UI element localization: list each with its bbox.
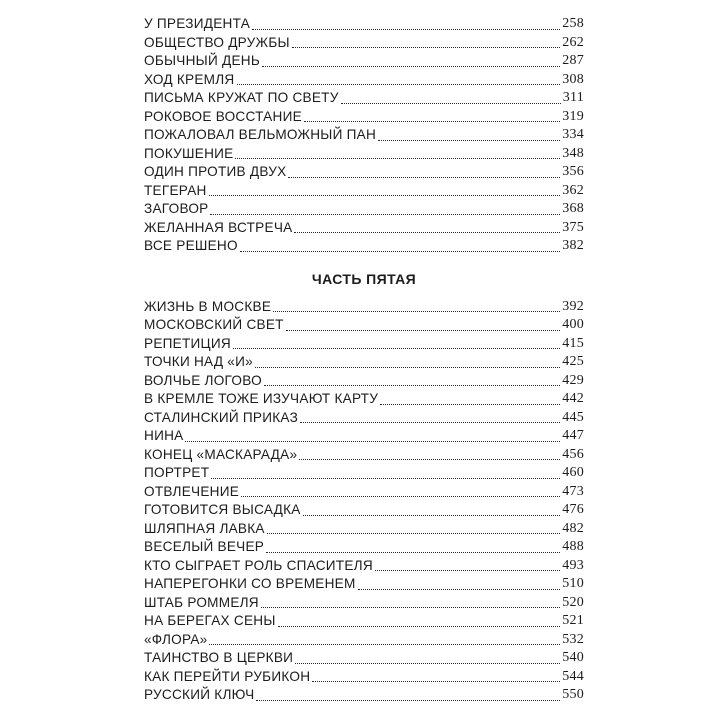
dot-leader (304, 121, 560, 122)
toc-entry (144, 390, 584, 409)
dot-leader (299, 459, 560, 460)
toc-entry (144, 335, 584, 354)
toc-entry (144, 353, 584, 372)
toc-entry (144, 409, 584, 428)
dot-leader (255, 367, 560, 368)
toc-entry (144, 427, 584, 446)
dot-leader (209, 195, 561, 196)
toc-entry-title: ЗАГОВОР (144, 201, 209, 216)
toc-entry-title: РУССКИЙ КЛЮЧ (144, 687, 255, 702)
toc-entry-title: ОТВЛЕЧЕНИЕ (144, 483, 240, 499)
toc-entry-title: В КРЕМЛЕ ТОЖЕ ИЗУЧАЮТ КАРТУ (144, 391, 379, 406)
dot-leader (241, 496, 560, 497)
dot-leader (358, 589, 561, 590)
toc-entry (144, 316, 584, 335)
toc-entry-page-number: 392 (562, 298, 584, 314)
toc-entry-page-number: 382 (562, 238, 584, 253)
dot-leader (252, 29, 560, 30)
toc-entry-title: ЖЕЛАННАЯ ВСТРЕЧА (144, 219, 293, 235)
dot-leader (300, 422, 560, 423)
toc-entry (144, 668, 584, 687)
toc-entry (144, 182, 584, 201)
dot-leader (303, 515, 561, 516)
toc-entry-title: РЕПЕТИЦИЯ (144, 335, 231, 351)
dot-leader (240, 251, 560, 252)
dot-leader (273, 311, 560, 312)
toc-entry-title: ХОД КРЕМЛЯ (144, 71, 235, 87)
toc-entry-title: РОКОВОЕ ВОССТАНИЕ (144, 108, 302, 124)
toc-section-bottom (144, 298, 584, 705)
toc-entry-title: ВСЕ РЕШЕНО (144, 238, 238, 253)
toc-entry (144, 145, 584, 164)
dot-leader (209, 644, 560, 645)
toc-entry-page-number: 493 (562, 557, 584, 573)
toc-entry (144, 520, 584, 539)
toc-entry-title: «ФЛОРА» (144, 631, 208, 647)
toc-entry-title: ПОРТРЕТ (144, 465, 210, 480)
dot-leader (288, 177, 560, 178)
toc-entry-page-number: 482 (562, 520, 584, 536)
toc-entry (144, 89, 584, 108)
toc-entry-page-number: 362 (562, 182, 584, 198)
dot-leader (211, 478, 560, 479)
dot-leader (233, 348, 560, 349)
toc-entry-page-number: 473 (562, 483, 584, 499)
toc-entry (144, 219, 584, 238)
toc-entry-page-number: 258 (562, 16, 584, 31)
toc-entry-title: ОБЩЕСТВО ДРУЖБЫ (144, 34, 290, 50)
toc-entry-page-number: 445 (562, 409, 584, 425)
toc-entry-page-number: 460 (562, 465, 584, 480)
dot-leader (292, 47, 560, 48)
toc-entry-title: ТАИНСТВО В ЦЕРКВИ (144, 650, 294, 665)
toc-entry-title: ВЕСЕЛЫЙ ВЕЧЕР (144, 539, 265, 554)
toc-entry-page-number: 521 (562, 613, 584, 628)
toc-entry-page-number: 262 (562, 34, 584, 50)
toc-entry-page-number: 447 (562, 428, 584, 443)
toc-entry (144, 612, 584, 631)
toc-entry-page-number: 544 (562, 668, 584, 684)
toc-entry (144, 108, 584, 127)
dot-leader (264, 385, 560, 386)
toc-entry (144, 200, 584, 219)
toc-entry-page-number: 429 (562, 372, 584, 388)
toc-entry (144, 372, 584, 391)
toc-entry (144, 52, 584, 71)
toc-entry-title: КАК ПЕРЕЙТИ РУБИКОН (144, 668, 311, 684)
part-heading: ЧАСТЬ ПЯТАЯ (311, 270, 417, 287)
toc-entry (144, 631, 584, 650)
toc-entry-page-number: 415 (562, 335, 584, 351)
toc-entry-page-number: 520 (562, 594, 584, 610)
toc-entry-page-number: 348 (562, 145, 584, 161)
toc-entry-title: ОДИН ПРОТИВ ДВУХ (144, 164, 287, 179)
dot-leader (266, 552, 560, 553)
toc-entry (144, 126, 584, 145)
toc-entry-title: ПОЖАЛОВАЛ ВЕЛЬМОЖНЫЙ ПАН (144, 127, 377, 142)
dot-leader (262, 66, 560, 67)
dot-leader (235, 158, 560, 159)
toc-entry-page-number: 308 (562, 71, 584, 87)
toc-entry-page-number: 532 (562, 631, 584, 647)
toc-entry (144, 464, 584, 483)
dot-leader (237, 84, 561, 85)
toc-entry-page-number: 400 (562, 317, 584, 332)
toc-entry-page-number: 442 (562, 391, 584, 406)
dot-leader (256, 700, 560, 701)
toc-entry-title: КОНЕЦ «МАСКАРАДА» (144, 446, 298, 462)
toc-entry-page-number: 550 (562, 687, 584, 702)
dot-leader (375, 570, 560, 571)
dot-leader (294, 232, 560, 233)
toc-entry (144, 501, 584, 520)
toc-entry-title: НАПЕРЕГОНКИ СО ВРЕМЕНЕМ (144, 576, 356, 591)
dot-leader (286, 330, 561, 331)
dot-leader (295, 663, 560, 664)
toc-entry-page-number: 488 (562, 539, 584, 554)
toc-entry (144, 71, 584, 90)
dot-leader (312, 681, 560, 682)
toc-entry-page-number: 540 (562, 650, 584, 665)
toc-entry-page-number: 334 (562, 127, 584, 142)
toc-entry-title: ТЕГЕРАН (144, 182, 207, 198)
toc-section-top (144, 15, 584, 256)
toc-entry-title: ПИСЬМА КРУЖАТ ПО СВЕТУ (144, 90, 339, 105)
toc-entry-title: У ПРЕЗИДЕНТА (144, 16, 251, 31)
toc-entry-title: ШЛЯПНАЯ ЛАВКА (144, 520, 265, 536)
toc-entry-title: НИНА (144, 428, 184, 443)
dot-leader (278, 626, 561, 627)
toc-entry (144, 163, 584, 182)
toc-entry-page-number: 368 (562, 201, 584, 216)
toc-entry-title: ВОЛЧЬЕ ЛОГОВО (144, 372, 262, 388)
toc-entry-page-number: 287 (562, 53, 584, 68)
toc-entry-page-number: 311 (562, 90, 584, 105)
toc-entry (144, 298, 584, 317)
toc-entry (144, 557, 584, 576)
toc-entry-page-number: 356 (562, 164, 584, 179)
toc-entry-title: КТО СЫГРАЕТ РОЛЬ СПАСИТЕЛЯ (144, 557, 373, 573)
dot-leader (261, 607, 560, 608)
toc-entry-title: ЖИЗНЬ В МОСКВЕ (144, 298, 272, 314)
toc-entry (144, 237, 584, 256)
dot-leader (185, 441, 560, 442)
toc-entry (144, 575, 584, 594)
toc-entry (144, 483, 584, 502)
toc-entry (144, 446, 584, 465)
toc-entry (144, 15, 584, 34)
toc-entry-title: ТОЧКИ НАД «И» (144, 354, 253, 369)
toc-entry-title: ОБЫЧНЫЙ ДЕНЬ (144, 53, 260, 68)
toc-entry-page-number: 425 (562, 354, 584, 369)
toc-entry-title: МОСКОВСКИЙ СВЕТ (144, 317, 284, 332)
toc-entry-page-number: 319 (562, 108, 584, 124)
dot-leader (380, 404, 560, 405)
toc-entry-page-number: 476 (562, 502, 584, 517)
toc-entry-title: СТАЛИНСКИЙ ПРИКАЗ (144, 409, 299, 425)
toc-entry (144, 686, 584, 705)
toc-entry-page-number: 510 (562, 576, 584, 591)
toc-entry (144, 649, 584, 668)
dot-leader (341, 103, 561, 104)
table-of-contents (144, 15, 584, 705)
dot-leader (267, 533, 561, 534)
toc-entry-title: ПОКУШЕНИЕ (144, 145, 234, 161)
dot-leader (210, 214, 560, 215)
toc-entry-page-number: 456 (562, 446, 584, 462)
toc-entry-title: ГОТОВИТСЯ ВЫСАДКА (144, 502, 301, 517)
toc-entry-title: НА БЕРЕГАХ СЕНЫ (144, 613, 276, 628)
toc-entry-title: ШТАБ РОММЕЛЯ (144, 594, 259, 610)
toc-entry (144, 34, 584, 53)
toc-entry (144, 538, 584, 557)
toc-entry-page-number: 375 (562, 219, 584, 235)
toc-entry (144, 594, 584, 613)
dot-leader (378, 140, 560, 141)
